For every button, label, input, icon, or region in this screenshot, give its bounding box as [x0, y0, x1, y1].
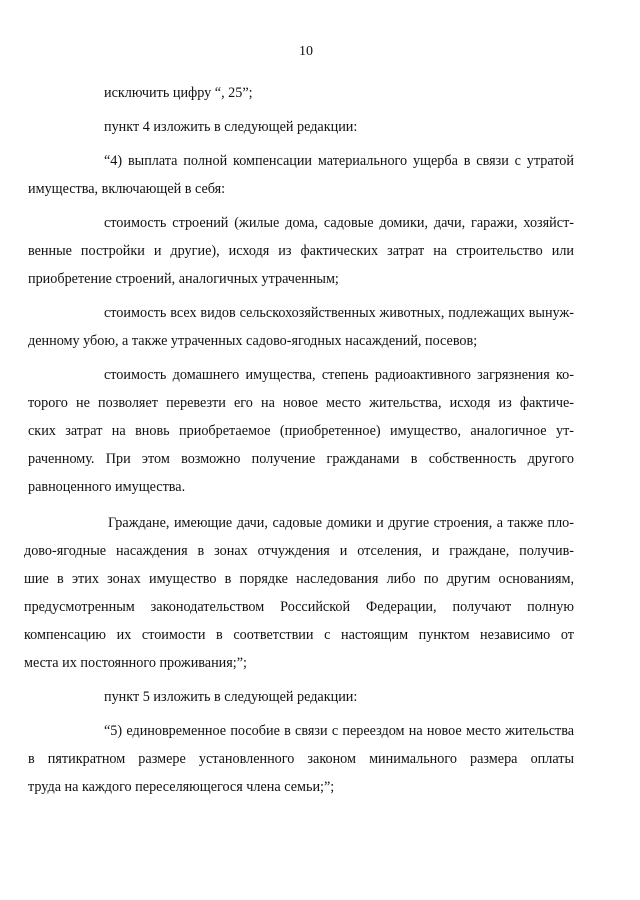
paragraph-animals: [28, 299, 574, 355]
text-line: стоимость всех видов сельскохозяйственных животных, подлежащих вынуж-: [104, 305, 574, 321]
text-line: “4) выплата полной компенсации материального ущерба в связи с утратой: [104, 153, 574, 169]
text-line: равноценного имущества.: [28, 479, 186, 495]
text-line: пункт 5 изложить в следующей редакции:: [104, 689, 358, 705]
paragraph-point-4-heading: [66, 113, 574, 141]
text-line: ских затрат на вновь приобретаемое (приобретенное) имущество, аналогичное ут-: [28, 423, 574, 439]
paragraph-buildings: [28, 209, 574, 293]
text-line: исключить цифру “, 25”;: [104, 85, 253, 101]
text-line: венные постройки и другие), исходя из фактических затрат на строительство или: [28, 243, 574, 259]
text-line: предусмотренным законодательством Российской Федерации, получают полную: [24, 599, 574, 615]
page-number: 10: [299, 44, 313, 59]
text-line: места их постоянного проживания;”;: [24, 655, 247, 671]
paragraph-point-4-intro: [28, 147, 574, 203]
paragraph-household-property: [28, 361, 574, 501]
text-line: торого не позволяет перевезти его на новое место жительства, исходя из фактиче-: [28, 395, 574, 411]
document-body: [24, 79, 574, 801]
paragraph-exclude-figure: [66, 79, 574, 107]
text-line: “5) единовременное пособие в связи с переездом на новое место жительства: [104, 723, 574, 739]
text-line: стоимость строений (жилые дома, садовые домики, дачи, гаражи, хозяйст-: [104, 215, 574, 231]
text-line: приобретение строений, аналогичных утраченным;: [28, 271, 339, 287]
text-line: пункт 4 изложить в следующей редакции:: [104, 119, 358, 135]
paragraph-citizens-dachas: [24, 509, 574, 677]
text-line: дово-ягодные насаждения в зонах отчуждения и отселения, и граждане, получив-: [24, 543, 574, 559]
text-line: имущества, включающей в себя:: [28, 181, 226, 197]
text-line: компенсацию их стоимости в соответствии с настоящим пунктом независимо от: [24, 627, 574, 643]
text-line: денному убою, а также утраченных садово-ягодных насаждений, посевов;: [28, 333, 478, 349]
text-line: труда на каждого переселяющегося члена семьи;”;: [28, 779, 335, 795]
text-line: Граждане, имеющие дачи, садовые домики и другие строения, а также пло-: [108, 515, 574, 531]
paragraph-point-5-allowance: [28, 717, 574, 801]
text-line: раченному. При этом возможно получение гражданами в собственность другого: [28, 451, 574, 467]
text-line: шие в этих зонах имущество в порядке наследования либо по другим основаниям,: [24, 571, 574, 587]
paragraph-point-5-heading: [66, 683, 574, 711]
text-line: в пятикратном размере установленного законом минимального размера оплаты: [28, 751, 574, 767]
text-line: стоимость домашнего имущества, степень радиоактивного загрязнения ко-: [104, 367, 574, 383]
